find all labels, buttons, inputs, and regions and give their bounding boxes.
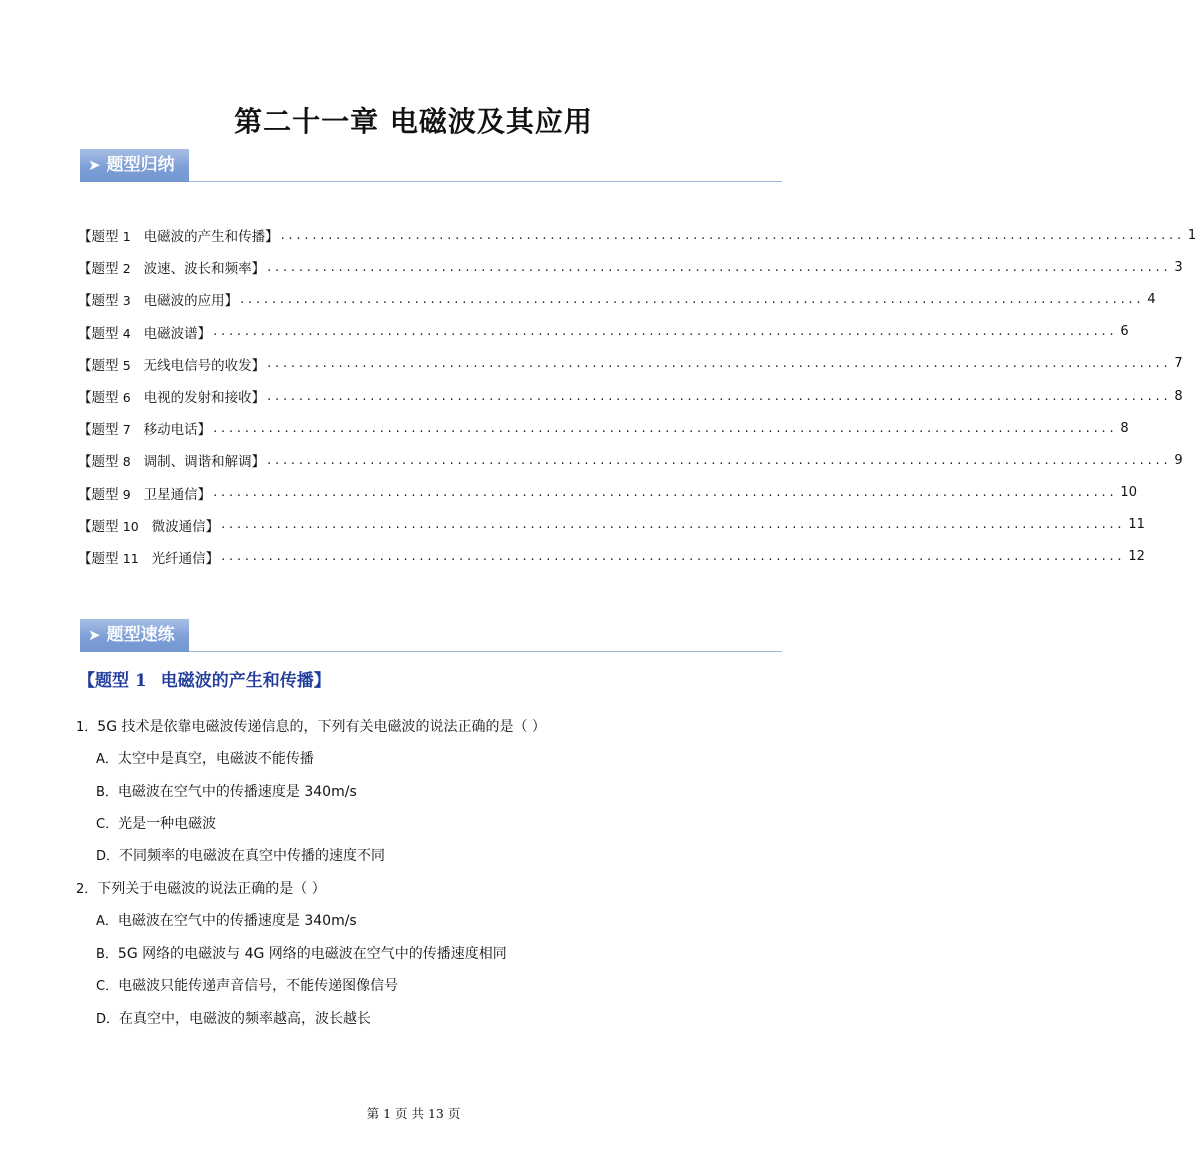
- toc-leader: ..................................................................................................................: [280, 227, 1185, 243]
- question-1: [76, 716, 546, 736]
- toc-leader: ..................................................................................................................: [213, 324, 1118, 340]
- toc-number: 10: [122, 518, 139, 534]
- question-type-heading: [78, 666, 331, 691]
- toc-entry[interactable]: [78, 316, 1129, 348]
- option-a: A．太空中是真空，电磁波不能传播: [96, 751, 314, 767]
- toc-page: 11: [1128, 517, 1145, 533]
- option-d: D．不同频率的电磁波在真空中传播的速度不同: [96, 848, 386, 864]
- toc-entry[interactable]: [78, 219, 1196, 251]
- toc-prefix: 【题型: [78, 325, 119, 342]
- toc-entry[interactable]: [78, 541, 1145, 573]
- toc-title: 光纤通信】: [151, 550, 220, 567]
- option-a: A．电磁波在空气中的传播速度是 340m/s: [96, 913, 357, 929]
- toc-number: 6: [122, 390, 131, 406]
- toc-number: 2: [122, 261, 131, 277]
- toc-leader: ..................................................................................................................: [240, 291, 1145, 307]
- toc-title: 卫星通信】: [143, 486, 212, 503]
- toc-title: 电磁波的产生和传播】: [143, 229, 279, 246]
- chevron-right-icon: ➤: [88, 626, 101, 644]
- toc-entry[interactable]: [78, 412, 1129, 444]
- toc-leader: ..................................................................................................................: [213, 485, 1118, 501]
- toc-leader: ..................................................................................................................: [267, 388, 1172, 404]
- option-b: B．5G 网络的电磁波与 4G 网络的电磁波在空气中的传播速度相同: [96, 946, 507, 962]
- option-text: 电磁波在空气中的传播速度是 340m/s: [117, 913, 357, 929]
- toc-number: 9: [122, 486, 131, 502]
- option-text: 太空中是真空，电磁波不能传播: [117, 751, 314, 767]
- section-tag: [80, 619, 189, 652]
- toc-leader: ..................................................................................................................: [221, 517, 1126, 533]
- toc-title: 电磁波的应用】: [143, 293, 239, 310]
- toc-page: 1: [1187, 227, 1196, 243]
- option-b: B．电磁波在空气中的传播速度是 340m/s: [96, 784, 357, 800]
- option-text: 在真空中，电磁波的频率越高，波长越长: [119, 1011, 372, 1027]
- toc-entry[interactable]: [78, 509, 1145, 541]
- option-c: C．电磁波只能传递声音信号，不能传递图像信号: [96, 978, 399, 994]
- toc-number: 1: [122, 229, 131, 245]
- toc-page: 12: [1128, 549, 1145, 565]
- toc-number: 3: [122, 293, 131, 309]
- option-text: 光是一种电磁波: [118, 816, 217, 832]
- toc-title: 电视的发射和接收】: [143, 390, 266, 407]
- toc-number: 4: [122, 325, 131, 341]
- toc-prefix: 【题型: [78, 261, 119, 278]
- document-title: 第二十一章 电磁波及其应用: [234, 105, 593, 138]
- toc-prefix: 【题型: [78, 550, 119, 567]
- toc-leader: ..................................................................................................................: [221, 549, 1126, 565]
- toc-number: 11: [122, 550, 139, 566]
- toc-page: 4: [1147, 291, 1156, 307]
- toc-page: 3: [1174, 259, 1183, 275]
- toc-leader: ..................................................................................................................: [213, 420, 1118, 436]
- toc-number: 5: [122, 357, 131, 373]
- question-number: 2．: [76, 882, 98, 897]
- question-2: [76, 878, 326, 898]
- chevron-right-icon: ➤: [88, 156, 101, 174]
- toc-page: 7: [1174, 356, 1183, 372]
- toc-prefix: 【题型: [78, 454, 119, 471]
- page-footer: 第 1 页 共 13 页: [366, 1106, 461, 1121]
- toc-entry[interactable]: [78, 348, 1183, 380]
- section-tag: [80, 149, 189, 182]
- question-stem: 5G 技术是依靠电磁波传递信息的，下列有关电磁波的说法正确的是（ ）: [97, 719, 546, 735]
- toc-leader: ..................................................................................................................: [267, 452, 1172, 468]
- toc-leader: ..................................................................................................................: [267, 259, 1172, 275]
- section-label: 题型归纳: [106, 155, 175, 175]
- toc-prefix: 【题型: [78, 357, 119, 374]
- option-d: D．在真空中，电磁波的频率越高，波长越长: [96, 1011, 372, 1027]
- question-stem: 下列关于电磁波的说法正确的是（ ）: [97, 881, 326, 897]
- toc-page: 8: [1120, 420, 1129, 436]
- toc-prefix: 【题型: [78, 229, 119, 246]
- toc-entry[interactable]: [78, 444, 1183, 476]
- toc-prefix: 【题型: [78, 422, 119, 439]
- option-text: 电磁波只能传递声音信号，不能传递图像信号: [118, 978, 399, 994]
- toc-title: 调制、调谐和解调】: [143, 454, 266, 471]
- section-header-practice: [80, 618, 782, 652]
- toc-prefix: 【题型: [78, 390, 119, 407]
- toc-leader: ..................................................................................................................: [267, 356, 1172, 372]
- heading-right: 电磁波的产生和传播】: [160, 671, 331, 691]
- toc-title: 移动电话】: [143, 422, 212, 439]
- toc-title: 电磁波谱】: [143, 325, 212, 342]
- toc-title: 微波通信】: [151, 518, 220, 535]
- option-text: 5G 网络的电磁波与 4G 网络的电磁波在空气中的传播速度相同: [117, 946, 507, 962]
- toc-title: 波速、波长和频率】: [143, 261, 266, 278]
- option-text: 不同频率的电磁波在真空中传播的速度不同: [119, 848, 386, 864]
- section-label: 题型速练: [106, 625, 175, 645]
- toc-page: 10: [1120, 485, 1137, 501]
- option-c: C．光是一种电磁波: [96, 816, 217, 832]
- toc-entry[interactable]: [78, 380, 1183, 412]
- toc-prefix: 【题型: [78, 293, 119, 310]
- heading-left: 【题型 1: [78, 671, 147, 691]
- toc-entry[interactable]: [78, 477, 1137, 509]
- toc-title: 无线电信号的收发】: [143, 357, 266, 374]
- question-number: 1．: [76, 720, 98, 735]
- toc-entry[interactable]: [78, 283, 1156, 315]
- toc-prefix: 【题型: [78, 518, 119, 535]
- toc-page: 8: [1174, 388, 1183, 404]
- option-text: 电磁波在空气中的传播速度是 340m/s: [117, 784, 357, 800]
- section-header-summary: [80, 148, 782, 182]
- toc-number: 8: [122, 454, 131, 470]
- toc-prefix: 【题型: [78, 486, 119, 503]
- toc-entry[interactable]: [78, 251, 1183, 283]
- toc-number: 7: [122, 422, 131, 438]
- toc-page: 6: [1120, 324, 1129, 340]
- table-of-contents: [78, 219, 1196, 573]
- toc-page: 9: [1174, 452, 1183, 468]
